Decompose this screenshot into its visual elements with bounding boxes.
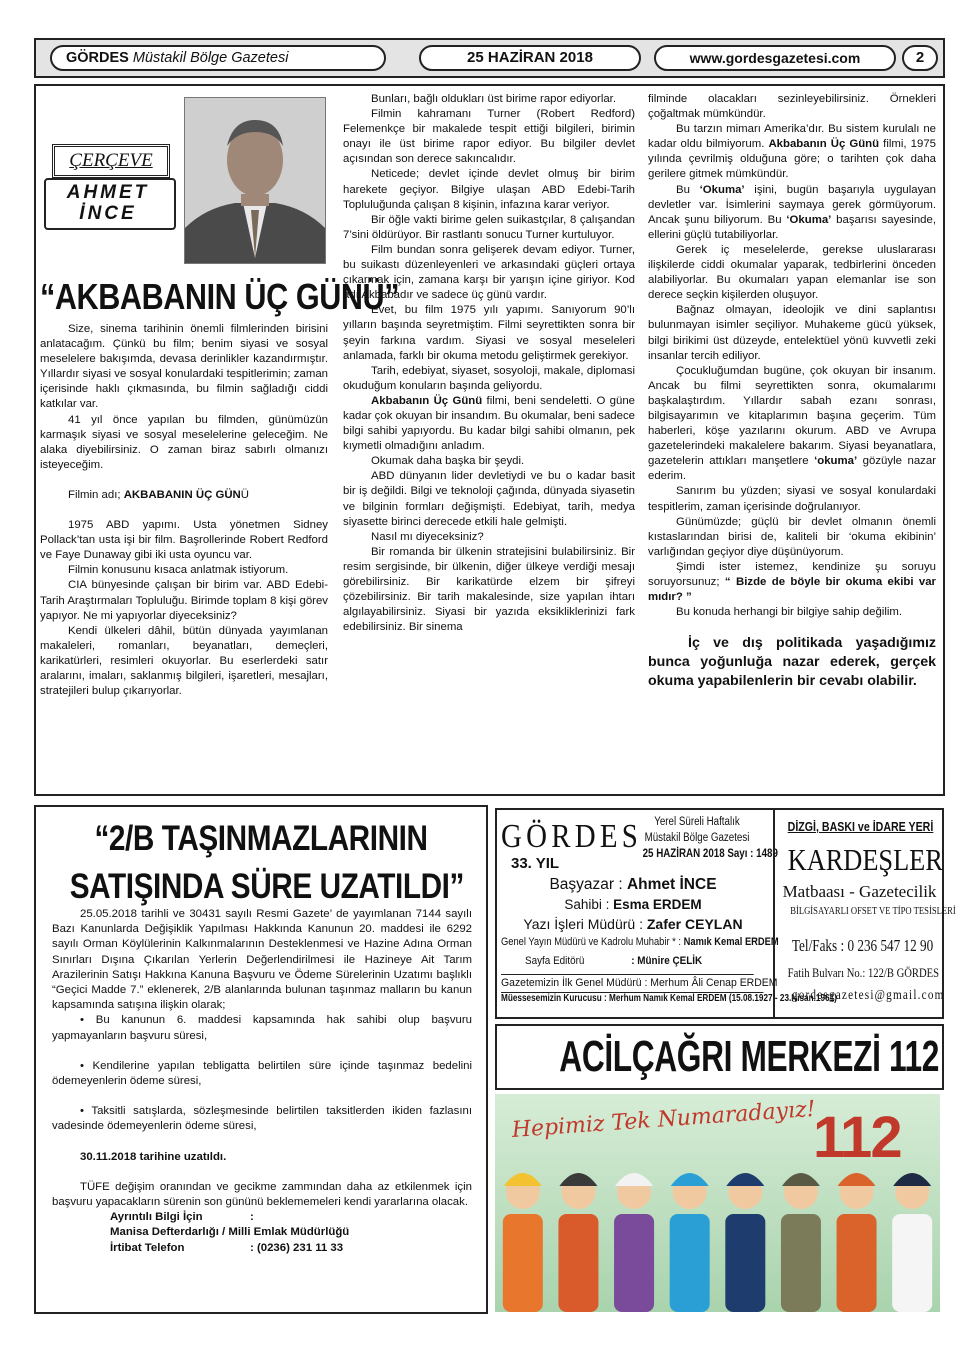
emergency-headline: ACİLÇAĞRI MERKEZİ 112 — [559, 1032, 940, 1081]
paragraph: Okumak daha başka bir şeydi. — [371, 455, 525, 468]
paragraph: Sanırım bu yüzden; siyasi ve sosyal konulardaki tespitlerim, zaman içerisinde doğrulanıyor. — [648, 485, 936, 513]
paragraph: filminde olacakları sezinleyebilirsiniz. Örnekleri çoğaltmak mümkündür. — [648, 93, 936, 121]
paragraph: Bunları, bağlı oldukları üst birime rapor ediyorlar. — [371, 93, 617, 105]
issue-date: 25 HAZİRAN 2018 — [419, 45, 641, 71]
paragraph: ABD dünyanın lider devletiydi ve bu o kadar basit bir iş değildi. Bilgi ve teknoloji çağında, dünyada siyasetin ve bilginin formları değişmişti. Edebiyat, tarih, medya siyasette birinci derecede etkili hale gelmişti. — [343, 470, 635, 528]
paper-name-pill — [50, 45, 386, 71]
masthead-name: GÖRDES — [501, 818, 643, 855]
paragraph: Size, sinema tarihinin önemli filmlerinden birisini anlatacağım. Çünkü bu film; benim siyasi ve sosyal meselelere bakışımda, devasa derinlikler kazandırmıştır. Yıllardır siyasi ve sosyal konulardaki tespitlerimin; zaman içerisinde haklı çıkmasında, bu filmin sağladığı ciddi katkılar var. — [40, 323, 328, 411]
page-header — [34, 38, 945, 78]
column-text-1 — [40, 322, 328, 699]
column-name: ÇERÇEVE — [52, 144, 170, 178]
bullet-item: • Bu kanunun 6. maddesi kapsamında hak sahibi olup başvuru yapmayanların başvuru süresi, — [52, 1014, 472, 1042]
paragraph: Nasıl mı diyeceksiniz? — [371, 530, 484, 543]
paragraph: Film bundan sonra gelişerek devam ediyor. Turner, bu suikastı düzenleyenleri ve arkasındaki güçleri ortaya çıkarmak için, zamana karşı bir yarışın içine giriyor. Kod adı Akbabadır ve sadece üç günü vardır. — [343, 243, 635, 302]
founder-line: Müessesemizin Kurucusu : Merhum Namık Kemal ERDEM (15.08.1927 - 23.Nisan.1961) — [501, 993, 837, 1004]
author-photo — [184, 97, 326, 264]
news-headline-line2: SATIŞINDA SÜRE UZATILDI” — [69, 867, 464, 906]
website: www.gordesgazetesi.com — [654, 45, 896, 71]
info-org: Manisa Defterdarlığı / Milli Emlak Müdürlüğü — [110, 1226, 350, 1239]
paper-name: GÖRDES — [66, 50, 129, 66]
bullet-item: • Kendilerine yapılan tebligatta belirtilen süre içinde taşınmaz bedelini ödemeyenlerin ödeme süresi, — [52, 1059, 472, 1088]
worker-figure-icon — [670, 1173, 710, 1312]
worker-figure-icon — [558, 1173, 598, 1312]
paragraph: TÜFE değişim oranından ve gecikme zammından daha az etkilenmek için başvuru yapacakların sürenin son gününü beklememeleri kendi yararlarına olacak. — [52, 1180, 472, 1209]
editor-line: Başyazar : Ahmet İNCE — [549, 876, 717, 893]
paper-subtitle: Müstakil Bölge Gazetesi — [132, 50, 289, 66]
printer-box — [773, 810, 956, 1017]
masthead-year: 33. YIL — [511, 855, 560, 872]
paragraph: CIA bünyesinde çalışan bir birim var. ABD Edebi-Tarih Araştırmaları Topluluğu. Birimde toplam 8 kişi görev yapıyor. Ne mi yapıyorlar diyeceksiniz? — [40, 579, 328, 622]
paragraph: Bu ‘Okuma’ işini, bugün başarıyla uygulayan devletler var. İsimlerini saymaya gerek görmüyorum. Ancak şunu biliyorum. Bu ‘Okuma’ başarısı sayesinde, ellerini güçlü tutabiliyorlar. — [648, 183, 936, 241]
paragraph: Şimdi ister istemez, kendinize şu soruyu soruyorsunuz; “ Bizde de böyle bir okuma ekibi var mıdır? ” — [648, 560, 936, 604]
masthead-type: Yerel Süreli Haftalık Müstakil Bölge Gazetesi 25 HAZİRAN 2018 Sayı : 1489 — [642, 816, 778, 860]
paragraph: Kendi ülkeleri dâhil, bütün dünyada yayımlanan makaleleri, romanları, beyanatları, demeçleri, karikatürleri, resimleri okuyorlar. Bu eserlerdeki satır aralarını, imaları, saklanmış bilgileri, işaretleri, mesajları, stratejileri bulup çıkarıyorlar. — [40, 624, 328, 698]
emergency-poster — [495, 1094, 940, 1312]
worker-figure-icon — [892, 1173, 932, 1312]
worker-figure-icon — [503, 1173, 543, 1312]
column-conclusion: İç ve dış politikada yaşadığımız bunca yoğunluğa nazar ederek, gerçek okuma yapabilenlerin bir cevabı olabilir. — [648, 635, 936, 690]
worker-figure-icon — [614, 1173, 654, 1312]
info-label: Ayrıntılı Bilgi İçin — [110, 1211, 203, 1224]
paragraph: Evet, bu film 1975 yılı yapımı. Sanıyorum 90’lı yılların başında seyretmiştim. Filmi seyrettikten sonra bir şeyin farkına vardım. Siyasi ve sosyal meseleleri anlamada, farklı bir okuma metodu geliştirmek gerekiyor. — [343, 304, 635, 362]
bullet-item: • Taksitli satışlarda, sözleşmesinde belirtilen taksitlerden ikiden fazlasını vadesinde ödemeyenlerin ödeme süresi, — [52, 1105, 472, 1133]
author-portrait-icon — [185, 98, 325, 263]
printer-name: KARDEŞLER — [787, 842, 943, 877]
chief-line: Yazı İşleri Müdürü : Zafer CEYLAN — [523, 916, 743, 932]
column-badge — [44, 142, 172, 232]
paragraph: Bu tarzın mimarı Amerika’dır. Bu sistem kurulalı ne kadar oldu bilmiyorum. Akbabanın Üç Günü filmi, 1975 yılında çevrilmiş olduğuna göre; o tarihten çok daha gerilere gitmek mümkündür. — [648, 123, 936, 181]
news-headline-line1: “2/B TAŞINMAZLARININ — [94, 819, 428, 858]
author-name-last: İNCE — [79, 203, 137, 224]
logo-112: 112 — [813, 1105, 901, 1170]
info-colon: : — [250, 1211, 254, 1224]
print-title: DİZGİ, BASKI ve İDARE YERİ — [787, 820, 934, 834]
column-headline: “AKBABANIN ÜÇ GÜNÜ” — [40, 276, 400, 317]
news-article-frame — [34, 805, 488, 1314]
owner-line: Sahibi : Esma ERDEM — [564, 897, 702, 912]
worker-figure-icon — [781, 1173, 821, 1312]
column-text-3 — [648, 92, 936, 691]
paragraph: Bağnaz olmayan, ideolojik ve dini saplantısı bulunmayan isimler seçiliyor. Muhakeme gücü yüksek, bilgi birikimi üst düzeyde, entelektüel yönü kuvvetli zeki insanlar tercih ediliyor. — [648, 304, 936, 362]
paragraph: Günümüzde; güçlü bir devlet olmanın önemli kıstaslarından birisi de, kaliteli bir ‘okuma ekibinin’ varlığından geçiyor diye düşünüyorum. — [648, 515, 936, 558]
printer-desc: BİLGİSAYARLI OFSET VE TİPO TESİSLERİ — [790, 906, 956, 917]
news-body — [52, 907, 472, 1256]
printer-email: gordesgazetesi@gmail.com — [791, 988, 945, 1003]
paragraph: Neticede; devlet içinde devlet olmuş bir birim harekete geçiyor. Bilgiye ulaşan ABD Edebi-Tarih Topluluğunda çalışan 8 kişinin, infazına karar veriyor. — [343, 168, 635, 211]
paragraph: Bu konuda herhangi bir bilgiye sahip değilim. — [676, 606, 903, 619]
paragraph: Tarih, edebiyat, siyaset, sosyoloji, makale, diplomasi okuduğum konuların başında geliyordu. — [343, 364, 635, 392]
poster-slogan: Hepimiz Tek Numaradayız! — [511, 1096, 817, 1143]
masthead — [495, 808, 956, 1019]
paragraph: 1975 ABD yapımı. Usta yönetmen Sidney Pollack’tan usta işi bir film. Başrollerinde Robert Redford ve Faye Dunaway gibi iki usta oyuncu var. — [40, 519, 328, 562]
page-editor-line: Sayfa Editörü : Münire ÇELİK — [525, 955, 703, 967]
worker-figure-icon — [725, 1173, 765, 1312]
printer-phone: Tel/Faks : 0 236 547 12 90 — [791, 936, 934, 955]
first-gm-line: Gazetemizin İlk Genel Müdürü : Merhum Âli Cenap ERDEM — [501, 974, 754, 989]
contact-info — [52, 1210, 472, 1256]
paragraph: Filmin kahramanı Turner (Robert Redford) Felemenkçe bir makalede tespit ettiği bilgileri, birimin onayı ile üst birime rapor ediyor. Bu bilgiler devlet açısından son derece sakıncalıdır. — [343, 108, 635, 166]
extended-date: 30.11.2018 tarihine uzatıldı. — [80, 1150, 227, 1163]
paragraph: Bir öğle vakti birime gelen suikastçılar, 8 çalışandan 7’sini öldürüyor. Bir rastlantı sonucu Turner kurtuluyor. — [343, 213, 635, 241]
film-name-line: Filmin adı; AKBABANIN ÜÇ GÜNÜ — [68, 488, 250, 501]
paragraph: Akbabanın Üç Günü filmi, beni sendeletti. O güne kadar çok okuyan bir insandım. Bu okumalar, beni sadece bilgi sahibi yapıyordu. Bu kadar bilgi sahibi olmanın, pek kıymetli olmadığını anladım. — [343, 394, 635, 453]
worker-figure-icon — [837, 1173, 877, 1312]
gm-line: Genel Yayın Müdürü ve Kadrolu Muhabir * : Namık Kemal ERDEM — [501, 936, 779, 948]
paragraph: 25.05.2018 tarihli ve 30431 sayılı Resmi Gazete’ de yayımlanan 7144 sayılı Bazı Kanunlarda Değişiklik Yapılması Hakkında Kanunun 20. maddesi ile 6292 sayılı Orman Köylülerinin Kalkınmalarının Desteklenmesi ve Hazine Adına Orman Sınırları Dışına Çıkarılan Yerlerin Değerlendirilmesi ile Hazineye Ait Tarım Arazilerinin Satışı Hakkına Kanuna Başvuru ve Ödeme Sürelerinin Uzatımı başlıklı “Geçici Madde 7.” eklenerek, 2/B alanlarında bulunan taşınmaz malların bu kanun kapsamında satışına ilişkin olarak; — [52, 908, 472, 1012]
column-text-2 — [343, 92, 635, 635]
author-name-first: AHMET — [66, 182, 150, 203]
paragraph: Bir romanda bir ülkenin stratejisini bulabilirsiniz. Bir resim sergisinde, bir ülkenin, diğer ülkeye verdiği mesajı görebilirsiniz. Bir karikatürde elzem bir şifreyi çözebilirsiniz. Bir tarih makalesinde, size yapılan ihtarı algılayabilirsiniz. Siyasi bir yazıda eksikliklerinizi fark edebilirsiniz. Bir sinema — [343, 545, 635, 634]
printer-subtitle: Matbaası - Gazetecilik — [782, 882, 937, 901]
paragraph: Gerek iç meselelerde, gerekse uluslararası ilişkilerde ciddi okumalar yaparak, tedbirlerini önceden alabiliyorlar. Bu okumaları yapan elemanlar ise son derece seçkin kişilerden oluşuyor. — [648, 243, 936, 302]
phone-label: İrtibat Telefon — [110, 1241, 185, 1254]
printer-address: Fatih Bulvarı No.: 122/B GÖRDES — [787, 966, 940, 980]
paragraph: Çocukluğumdan bugüne, çok okuyan bir insanım. Ancak bu filmi seyrettikten sonra, okumalarımı başkalaştırdım. Yıllardır sabah ezanı sonrası, bilgisayarımın ve kitaplarımın başına geçerim. Tüm haberleri, köşe yazılarını okurum. ABD ve Avrupa gazetelerindeki makalelere bakarım. Siyasi beyanatlara, gazetelerin attıkları manşetlere ‘okuma’ gözüyle nazar ederim. — [648, 364, 936, 483]
paragraph: Filmin konusunu kısaca anlatmak istiyorum. — [68, 564, 289, 577]
page-number: 2 — [902, 45, 938, 71]
paragraph: 41 yıl önce yapılan bu filmden, günümüzün karmaşık siyasi ve sosyal meselelerine geleceğim. Ne alaka diyebilirsiniz. O zaman biraz sabırlı olmanızı isteyeceğim. — [40, 413, 328, 471]
emergency-ad-banner — [495, 1024, 944, 1090]
phone-value: : (0236) 231 11 33 — [250, 1241, 344, 1254]
